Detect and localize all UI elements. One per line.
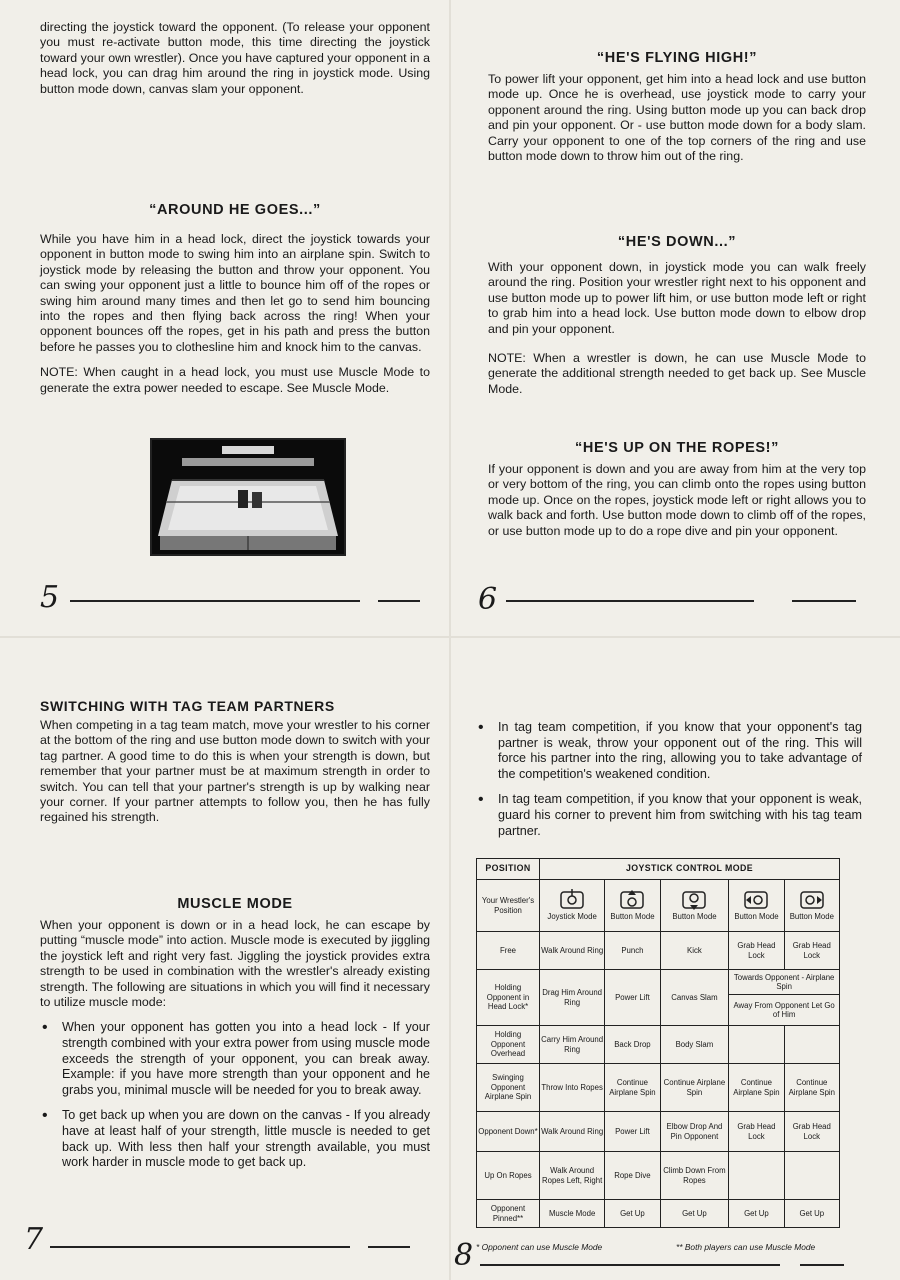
page6-body2: With your opponent down, in joystick mode you can walk freely around the ring. Position your wrestler right next to his opponent and use button mode up to power lift him, or use button mode left or right to grab him into a head lock. Use button mode down to elbow drop and pin your opponent. xyxy=(488,260,866,336)
table-cell: Grab Head Lock xyxy=(784,1112,839,1152)
page-8-rule xyxy=(480,1264,780,1266)
table-cell: Power Lift xyxy=(605,1112,660,1152)
table-cell: Continue Airplane Spin xyxy=(660,1064,729,1112)
page-8-rule-short xyxy=(800,1264,844,1266)
page6-body3: If your opponent is down and you are away from him at the very top or very bottom of the ring, you can climb onto the ropes using button mode up. Once on the ropes, joystick mode left or right allows you to walk back and forth. Use button mode down to climb off of the ropes, or use button mode up to do a rope dive and pin your opponent. xyxy=(488,462,866,538)
page-7-rule-short xyxy=(368,1246,410,1248)
table-header-joystick: JOYSTICK CONTROL MODE xyxy=(540,859,840,880)
table-header-position: POSITION xyxy=(477,859,540,880)
table-cell: Get Up xyxy=(784,1200,839,1228)
page6-body1: To power lift your opponent, get him into a head lock and use button mode up. Once he is overhead, use joystick mode to carry your opponent around the ring. Using button mode up you can back drop and pin your opponent. Or - use button mode down for a body slam. Carry your opponent to one of the top corners of the ring and use button mode down to throw him out of the ring. xyxy=(488,72,866,164)
muscle-bullet-1: • When your opponent has gotten you into a head lock - If your strength combined with your extra power from using muscle mode exceeds the strength of your opponent, you can break away. Example: if you have more strength than your opponent and he grabs you, minimal muscle will be needed for you to break away. xyxy=(62,1020,430,1098)
table-cell xyxy=(729,1152,784,1200)
table-cell: Walk Around Ropes Left, Right xyxy=(540,1152,605,1200)
page6-note: NOTE: When a wrestler is down, he can use Muscle Mode to generate the additional strength needed to get back up. See Muscle Mode. xyxy=(488,351,866,396)
muscle-bullet-2: • To get back up when you are down on the canvas - If you already have at least half of your strength, little muscle is needed to get back up. With less then half your strength available, you must work harder in muscle mode to get back up. xyxy=(62,1108,430,1170)
table-cell: Walk Around Ring xyxy=(540,932,605,970)
table-cell: Grab Head Lock xyxy=(729,932,784,970)
table-cell: Opponent Down* xyxy=(477,1112,540,1152)
table-row xyxy=(477,932,840,970)
page-number-7: 7 xyxy=(24,1222,44,1257)
mode-label: Button Mode xyxy=(734,912,779,922)
page-number-6: 6 xyxy=(478,582,498,617)
table-cell-mode xyxy=(729,880,784,932)
table-cell: Get Up xyxy=(605,1200,660,1228)
page-7-rule xyxy=(50,1246,350,1248)
table-cell: Your Wrestler's Position xyxy=(477,880,540,932)
table-cell: Get Up xyxy=(729,1200,784,1228)
page-7 xyxy=(24,660,430,1270)
page5-body: While you have him in a head lock, direct the joystick towards your opponent in button mode to swing him into an airplane spin. Switch to joystick mode by releasing the button and throw your opponent. You can swing your opponent just a little to bounce him off of the ropes or swing him around many times and then let go to send him bouncing into the ropes and then flying back across the ring! When your opponent bounces off the ropes, get in his path and press the button before he passes you to clothesline him and knock him to the canvas. xyxy=(40,232,430,354)
table-cell: Opponent Pinned** xyxy=(477,1200,540,1228)
table-cell xyxy=(784,1026,839,1064)
page-number-5: 5 xyxy=(40,580,60,615)
game-screenshot xyxy=(150,438,346,556)
table-cell: Throw Into Ropes xyxy=(540,1064,605,1112)
table-cell: Back Drop xyxy=(605,1026,660,1064)
table-footnote-2: ** Both players can use Muscle Mode xyxy=(676,1242,816,1252)
table-row xyxy=(477,1026,840,1064)
table-cell: Free xyxy=(477,932,540,970)
table-cell: Towards Opponent - Airplane Spin xyxy=(729,970,840,995)
table-cell: Elbow Drop And Pin Opponent xyxy=(660,1112,729,1152)
joystick-right-icon xyxy=(799,889,825,911)
table-cell: Muscle Mode xyxy=(540,1200,605,1228)
table-cell: Holding Opponent in Head Lock* xyxy=(477,970,540,1026)
table-cell: Swinging Opponent Airplane Spin xyxy=(477,1064,540,1112)
table-row xyxy=(477,970,840,995)
muscle-section xyxy=(40,918,430,1181)
heading-muscle-mode: MUSCLE MODE xyxy=(177,896,293,912)
table-cell: Power Lift xyxy=(605,970,660,1026)
page-fold-vertical xyxy=(449,0,451,1280)
table-cell: Get Up xyxy=(660,1200,729,1228)
table-row-modes xyxy=(477,880,840,932)
page-6 xyxy=(478,20,866,630)
wrestling-ring-illustration xyxy=(152,440,344,554)
tag-bullet-2: • In tag team competition, if you know that your opponent is weak, guard his corner to prevent him from switching with his tag team partner. xyxy=(498,792,862,839)
page-fold-horizontal xyxy=(0,636,900,638)
page5-note: NOTE: When caught in a head lock, you must use Muscle Mode to generate the extra power needed to escape. See Muscle Mode. xyxy=(40,365,430,395)
page-5-rule xyxy=(70,600,360,602)
joystick-center-icon xyxy=(559,889,585,911)
table-row xyxy=(477,1064,840,1112)
table-cell: Walk Around Ring xyxy=(540,1112,605,1152)
page-6-rule xyxy=(506,600,754,602)
page-5 xyxy=(40,20,430,630)
heading-around-he-goes: “AROUND HE GOES...” xyxy=(149,202,321,218)
heading-tag-team: SWITCHING WITH TAG TEAM PARTNERS xyxy=(40,698,335,714)
table-cell xyxy=(784,1152,839,1200)
joystick-down-icon xyxy=(681,889,707,911)
heading-flying-high: “HE'S FLYING HIGH!” xyxy=(596,50,758,66)
table-cell: Continue Airplane Spin xyxy=(729,1064,784,1112)
table-row xyxy=(477,1152,840,1200)
mode-label: Joystick Mode xyxy=(547,912,597,922)
table-cell: Grab Head Lock xyxy=(729,1112,784,1152)
table-cell-mode xyxy=(660,880,729,932)
table-cell: Away From Opponent Let Go of Him xyxy=(729,995,840,1026)
mode-label: Button Mode xyxy=(789,912,834,922)
table-cell: Kick xyxy=(660,932,729,970)
table-cell: Canvas Slam xyxy=(660,970,729,1026)
muscle-bullets xyxy=(40,1020,430,1170)
table-cell: Punch xyxy=(605,932,660,970)
table-cell-mode xyxy=(605,880,660,932)
table-cell: Drag Him Around Ring xyxy=(540,970,605,1026)
page7-body1: When competing in a tag team match, move your wrestler to his corner at the bottom of the ring and use button mode down to switch with your tag partner. A good time to do this is when your strength is down, but remember that your partner must be at maximum strength in order to switch. You can tell that your partner's strength is up by walking near your corner. If your partner attempts to follow you, then he has fully regained his strength. xyxy=(40,718,430,825)
table-cell xyxy=(729,1026,784,1064)
page-number-8: 8 xyxy=(454,1238,474,1273)
table-cell-mode xyxy=(540,880,605,932)
table-cell: Up On Ropes xyxy=(477,1152,540,1200)
table-cell: Grab Head Lock xyxy=(784,932,839,970)
table-cell: Climb Down From Ropes xyxy=(660,1152,729,1200)
around-section xyxy=(40,232,430,406)
page7-body2: When your opponent is down or in a head lock, he can escape by putting “muscle mode” into action. Muscle mode is executed by jiggling the joystick left and right very fast. Jiggling the joystick provides extra strength to be used in combination with the wrestler's already existing strength. The following are situations in which you will find it necessary to utilize muscle mode: xyxy=(40,918,430,1010)
heading-up-on-ropes: “HE'S UP ON THE ROPES!” xyxy=(575,440,779,456)
table-cell: Carry Him Around Ring xyxy=(540,1026,605,1064)
table-footnote-1: * Opponent can use Muscle Mode xyxy=(476,1242,603,1252)
tag-bullet-1: • In tag team competition, if you know that your opponent's tag partner is weak, throw your opponent out of the ring. This will force his partner into the ring, allowing you to take advantage of the competition's weakened condition. xyxy=(498,720,862,782)
page-8 xyxy=(454,660,870,1275)
down-section xyxy=(488,260,866,407)
page-6-rule-short xyxy=(792,600,856,602)
page5-intro: directing the joystick toward the opponent. (To release your opponent you must re-activate button mode, this time directing the joystick toward your own wrestler). Once you have captured your opponent in a head lock, you can drag him around the ring in joystick mode. Using button mode down, canvas slam your opponent. xyxy=(40,20,430,96)
joystick-left-icon xyxy=(743,889,769,911)
mode-label: Button Mode xyxy=(672,912,717,922)
tag-bullets xyxy=(476,720,862,849)
mode-label: Button Mode xyxy=(610,912,655,922)
page-5-rule-short xyxy=(378,600,420,602)
table-cell: Continue Airplane Spin xyxy=(784,1064,839,1112)
joystick-control-table xyxy=(476,858,840,1228)
table-row xyxy=(477,1112,840,1152)
table-row xyxy=(477,1200,840,1228)
heading-hes-down: “HE'S DOWN...” xyxy=(617,234,737,250)
table-cell-mode xyxy=(784,880,839,932)
table-cell: Holding Opponent Overhead xyxy=(477,1026,540,1064)
table-cell: Rope Dive xyxy=(605,1152,660,1200)
table-cell: Body Slam xyxy=(660,1026,729,1064)
table-cell: Continue Airplane Spin xyxy=(605,1064,660,1112)
joystick-up-icon xyxy=(619,889,645,911)
